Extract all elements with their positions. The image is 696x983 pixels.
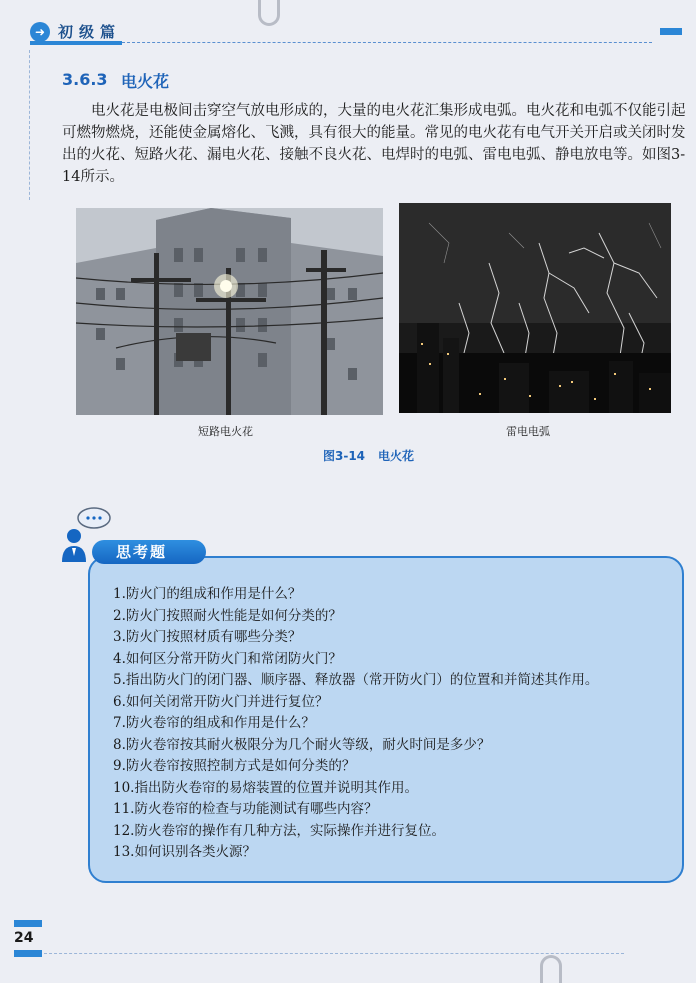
short-circuit-scene-drawing bbox=[76, 208, 383, 415]
section-paragraph: 电火花是电极间击穿空气放电形成的，大量的电火花汇集形成电弧。电火花和电弧不仅能引起可燃物燃烧，还能使金属熔化、飞溅，具有很大的能量。常见的电火花有电气开关开启或关闭时发出的火花、短路火花、漏电火花、接触不良火花、电焊时的电弧、雷电电弧、静电放电等。如图3-14所示。 bbox=[62, 103, 686, 185]
question-item: 6.如何关闭常开防火门并进行复位？ bbox=[113, 693, 329, 710]
left-photo-caption: 短路电火花 bbox=[198, 425, 253, 438]
question-item: 8.防火卷帘按其耐火极限分为几个耐火等级，耐火时间是多少？ bbox=[113, 736, 491, 753]
chapter-label: 初级篇 bbox=[58, 23, 122, 41]
header-right-bar bbox=[660, 28, 682, 35]
lightning-scene-drawing bbox=[399, 203, 671, 413]
footer-divider bbox=[44, 953, 624, 954]
question-list bbox=[113, 584, 683, 864]
figure-title: 电火花 bbox=[378, 449, 415, 463]
think-questions-banner: 思考题 bbox=[92, 540, 206, 564]
question-item: 1.防火门的组成和作用是什么？ bbox=[113, 586, 302, 602]
question-item: 12.防火卷帘的操作有几种方法，实际操作并进行复位。 bbox=[113, 822, 445, 839]
short-circuit-spark-photo bbox=[76, 208, 383, 415]
question-item: 7.防火卷帘的组成和作用是什么？ bbox=[113, 715, 315, 731]
question-item: 3.防火门按照材质有哪些分类？ bbox=[113, 629, 302, 645]
question-item: 2.防火门按照耐火性能是如何分类的？ bbox=[113, 607, 342, 624]
binder-ring-top bbox=[258, 0, 280, 26]
figure-number: 图3-14 bbox=[323, 449, 366, 463]
page-number-underline bbox=[14, 950, 42, 957]
section-number: 3.6.3 bbox=[62, 70, 108, 89]
binder-ring-bottom bbox=[540, 955, 562, 983]
header-divider bbox=[122, 42, 652, 43]
right-photo-caption: 雷电电弧 bbox=[506, 425, 550, 438]
header-underline bbox=[30, 41, 122, 45]
question-item: 11.防火卷帘的检查与功能测试有哪些内容？ bbox=[113, 801, 378, 817]
question-item: 10.指出防火卷帘的易熔装置的位置并说明其作用。 bbox=[113, 779, 418, 796]
section-title: 电火花 bbox=[121, 72, 170, 91]
page-number: 24 bbox=[14, 930, 34, 946]
page-number-bar bbox=[14, 920, 42, 927]
question-item: 5.指出防火门的闭门器、顺序器、释放器（常开防火门）的位置和并简述其作用。 bbox=[113, 672, 599, 688]
lightning-arc-photo bbox=[399, 203, 671, 413]
margin-dashed-line bbox=[29, 50, 30, 200]
question-item: 4.如何区分常开防火门和常闭防火门？ bbox=[113, 650, 342, 667]
question-item: 13.如何识别各类火源？ bbox=[113, 844, 256, 860]
arrow-circle-icon: ➜ bbox=[30, 22, 50, 42]
question-item: 9.防火卷帘按照控制方式是如何分类的？ bbox=[113, 758, 356, 774]
